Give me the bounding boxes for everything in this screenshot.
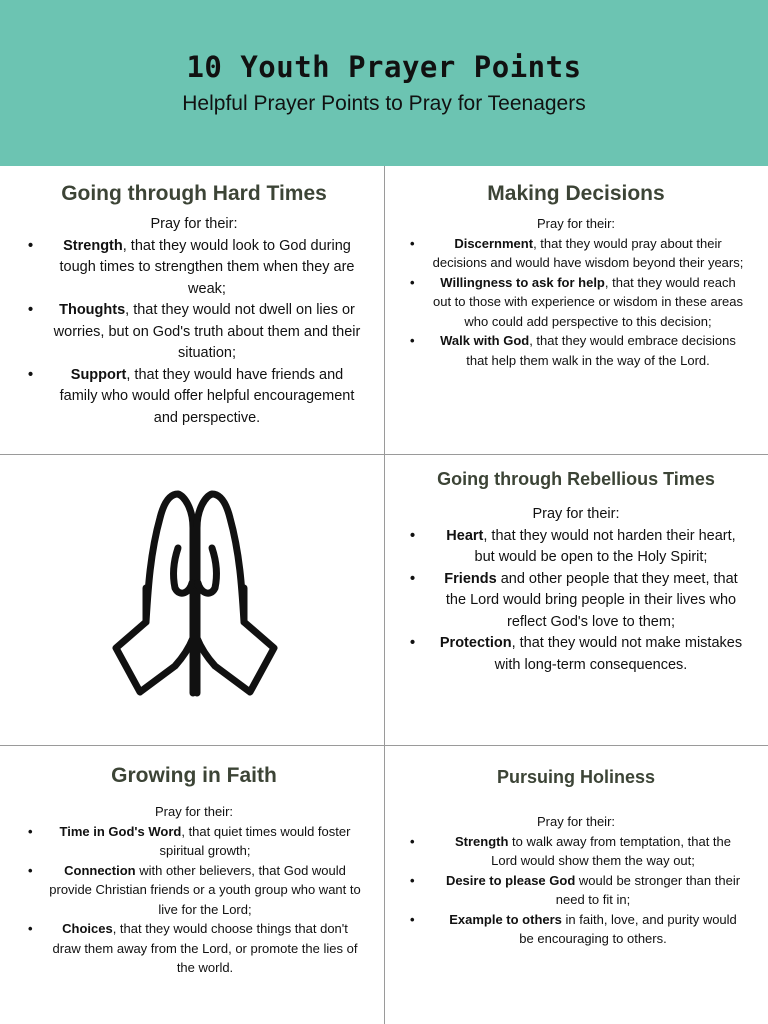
item-text: , that they would reach out to those with experience or wisdom in these areas who could add perspective to this decision; bbox=[432, 274, 743, 329]
list-item bbox=[408, 234, 744, 273]
list-item bbox=[26, 822, 362, 861]
prayer-list bbox=[408, 526, 744, 677]
header-banner bbox=[0, 0, 768, 166]
item-text: , that they would not make mistakes with long-term consequences. bbox=[494, 635, 743, 673]
list-item bbox=[26, 300, 362, 365]
item-text: , that they would have friends and family who would offer helpful encouragement and perspective. bbox=[59, 366, 355, 426]
list-item bbox=[408, 273, 744, 332]
prayer-list bbox=[26, 236, 362, 430]
item-keyword: Thoughts bbox=[59, 302, 126, 318]
item-text: , that they would choose things that don't draw them away from the Lord, or promote the lies of the world. bbox=[52, 921, 358, 975]
list-item bbox=[408, 633, 744, 676]
grid-divider-horizontal-1 bbox=[0, 454, 768, 455]
item-text: would be stronger than their need to fit in; bbox=[555, 872, 741, 907]
item-keyword: Time in God's Word bbox=[59, 823, 182, 839]
item-keyword: Willingness to ask for help bbox=[440, 274, 605, 290]
item-text: , that they would embrace decisions that help them walk in the way of the Lord. bbox=[466, 333, 736, 368]
prayer-list bbox=[26, 822, 362, 978]
list-item bbox=[408, 526, 744, 569]
list-item bbox=[408, 832, 744, 871]
item-keyword: Walk with God bbox=[440, 333, 530, 348]
item-keyword: Protection bbox=[439, 635, 512, 651]
section-heading: Pursuing Holiness bbox=[496, 767, 656, 787]
item-text: , that they would not dwell on lies or worries, but on God's truth about them and their situation; bbox=[53, 302, 361, 361]
prayer-list bbox=[408, 234, 744, 371]
section-heading: Going through Rebellious Times bbox=[437, 469, 715, 489]
item-text: to walk away from temptation, that the Lord would show them the way out; bbox=[491, 833, 731, 868]
section-lead: Pray for their: bbox=[536, 814, 616, 829]
page-subtitle: Helpful Prayer Points to Pray for Teenagers bbox=[182, 92, 586, 115]
section-lead: Pray for their: bbox=[532, 506, 620, 522]
section-rebellious-times bbox=[408, 466, 744, 676]
item-keyword: Choices bbox=[62, 921, 113, 936]
list-item bbox=[408, 331, 744, 370]
section-hard-times bbox=[26, 180, 362, 429]
item-text: , that they would not harden their heart, but would be open to the Holy Spirit; bbox=[474, 527, 736, 565]
item-keyword: Discernment bbox=[454, 235, 534, 251]
item-text: and other people that they meet, that the Lord would bring people in their lives who reflect God's love to them; bbox=[445, 570, 738, 630]
section-heading: Going through Hard Times bbox=[61, 182, 327, 205]
item-text: with other believers, that God would provide Christian friends or a youth group who want to live for the Lord; bbox=[49, 862, 361, 917]
item-keyword: Strength bbox=[454, 833, 509, 849]
section-lead: Pray for their: bbox=[154, 804, 234, 819]
list-item bbox=[408, 871, 744, 910]
list-item bbox=[408, 569, 744, 634]
section-heading: Growing in Faith bbox=[111, 764, 277, 787]
page-title: 10 Youth Prayer Points bbox=[186, 50, 582, 84]
item-text: , that they would look to God during tough times to strengthen them when they are weak; bbox=[59, 237, 355, 297]
item-keyword: Heart bbox=[446, 527, 484, 544]
grid-divider-horizontal-2 bbox=[0, 745, 768, 746]
item-keyword: Example to others bbox=[449, 911, 562, 927]
section-lead: Pray for their: bbox=[536, 216, 616, 231]
list-item bbox=[408, 910, 744, 949]
praying-hands-icon bbox=[100, 488, 290, 704]
grid-divider-vertical bbox=[384, 166, 385, 1024]
section-making-decisions bbox=[408, 180, 744, 370]
item-keyword: Desire to please God bbox=[445, 872, 576, 888]
item-text: in faith, love, and purity would be encouraging to others. bbox=[519, 911, 737, 946]
section-growing-in-faith bbox=[26, 762, 362, 978]
item-keyword: Support bbox=[70, 366, 127, 383]
list-item bbox=[26, 365, 362, 430]
section-pursuing-holiness bbox=[408, 764, 744, 949]
list-item bbox=[26, 919, 362, 978]
list-item bbox=[26, 861, 362, 920]
item-text: , that they would pray about their decisions and would have wisdom beyond their years; bbox=[432, 235, 744, 270]
item-keyword: Connection bbox=[64, 862, 136, 878]
prayer-list bbox=[408, 832, 744, 949]
item-text: , that quiet times would foster spiritual growth; bbox=[159, 823, 351, 858]
section-heading: Making Decisions bbox=[487, 182, 665, 205]
item-keyword: Strength bbox=[63, 237, 123, 254]
item-keyword: Friends bbox=[444, 570, 497, 587]
list-item bbox=[26, 236, 362, 301]
section-lead: Pray for their: bbox=[150, 216, 238, 232]
